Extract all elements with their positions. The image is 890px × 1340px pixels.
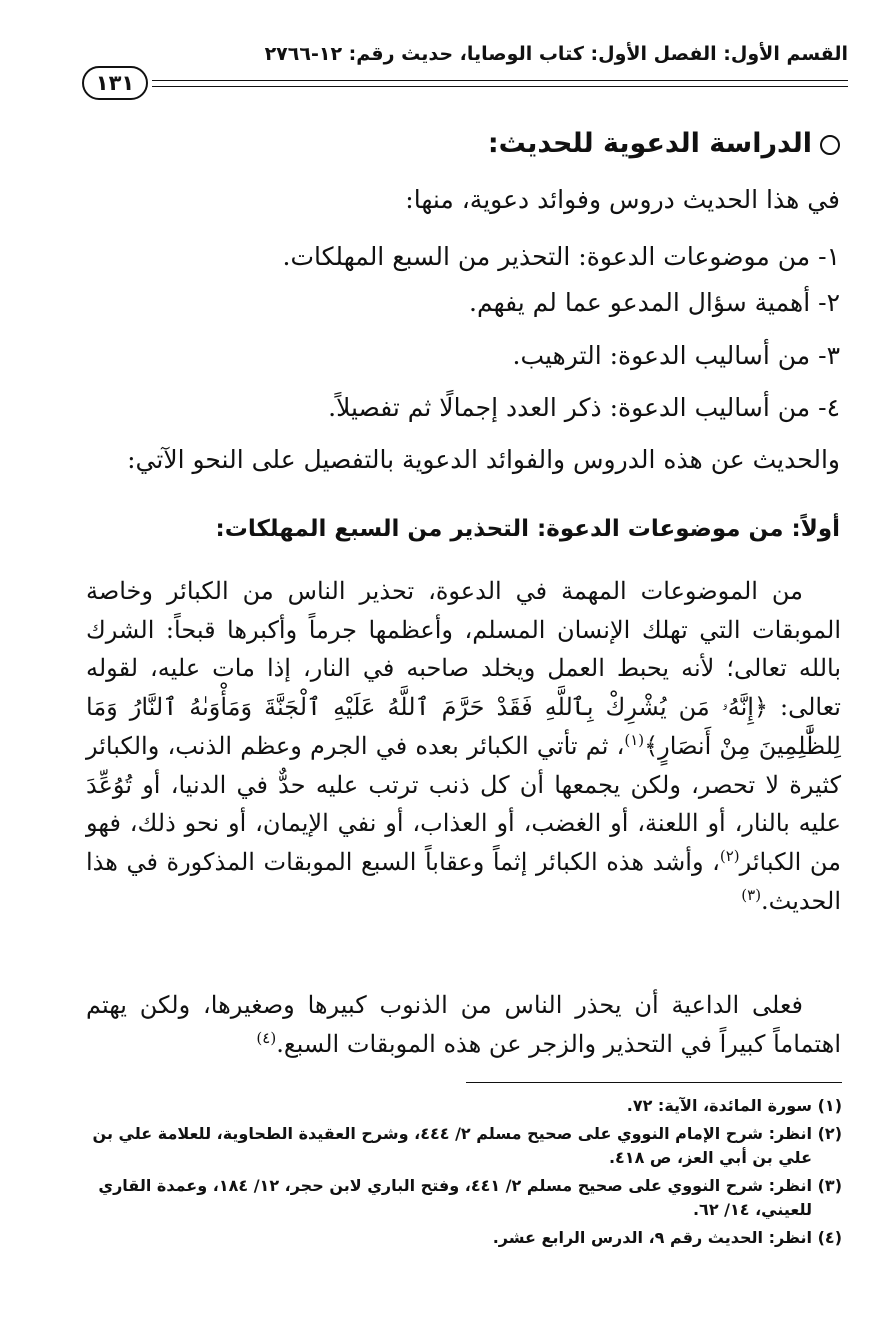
body-paragraph-2 <box>86 986 841 1063</box>
footnote-ref: (١) <box>624 730 645 749</box>
footnote-ref: (٢) <box>719 846 740 865</box>
list-item-4: ٤- من أساليب الدعوة: ذكر العدد إجمالًا ثم تفصيلاً. <box>328 393 840 422</box>
section-outro: والحديث عن هذه الدروس والفوائد الدعوية بالتفصيل على النحو الآتي: <box>127 445 840 474</box>
paragraph-text: ، وأشد هذه الكبائر إثماً وعقاباً السبع الموبقات المذكورة في هذا الحديث. <box>86 847 841 915</box>
footnote-3: (٣) انظر: شرح النووي على صحيح مسلم ٢/ ٤٤١، وفتح الباري لابن حجر، ١٢/ ١٨٤، وعمدة القاري للعيني، ١٤/ ٦٢. <box>98 1176 842 1219</box>
paragraph-text: من الموضوعات المهمة في الدعوة، تحذير الناس من الكبائر وخاصة الموبقات التي تهلك الإنسان المسلم، وأعظمها جرماً وأكبرها قبحاً: الشرك بالله تعالى؛ لأنه يحبط العمل ويخلد صاحبه في النار، إذا مات عليه، لقوله تعالى: <box>86 577 841 722</box>
running-header: القسم الأول: الفصل الأول: كتاب الوصايا، حديث رقم: ١٢-٢٧٦٦ <box>264 43 848 65</box>
footnote-2: (٢) انظر: شرح الإمام النووي على صحيح مسلم ٢/ ٤٤٤، وشرح العقيدة الطحاوية، للعلامة علي بن علي بن أبي العز، ص ٤١٨. <box>92 1124 842 1167</box>
paragraph-text: فعلى الداعية أن يحذر الناس من الذنوب كبيرها وصغيرها، ولكن يهتم اهتماماً كبيراً في التحذير والزجر عن هذه الموبقات السبع. <box>86 991 841 1058</box>
section-title: الدراسة الدعوية للحديث: <box>487 128 812 159</box>
footnote-divider <box>466 1082 842 1083</box>
header-rule-double <box>152 86 848 87</box>
body-paragraph-1 <box>86 572 841 920</box>
section-heading <box>200 124 840 164</box>
list-item-3: ٣- من أساليب الدعوة: الترهيب. <box>512 341 840 370</box>
subsection-heading: أولاً: من موضوعات الدعوة: التحذير من السبع المهلكات: <box>215 516 840 542</box>
section-intro: في هذا الحديث دروس وفوائد دعوية، منها: <box>405 185 840 214</box>
header-rule <box>152 80 848 81</box>
list-item-1: ١- من موضوعات الدعوة: التحذير من السبع المهلكات. <box>282 242 840 271</box>
paragraph-text: ، ثم تأتي الكبائر بعده في الجرم وعظم الذنب، والكبائر كثيرة لا تحصر، ولكن يجمعها أن كل ذنب ترتب عليه حدٌّ في الدنيا، أو تُوُعِّدَ عليه بالنار، أو اللعنة، أو الغضب، أو العذاب، أو نفي الإيمان، أو نحو ذلك، فهو من الكبائر <box>86 731 842 876</box>
circle-bullet-icon <box>820 135 840 155</box>
footnote-ref: (٤) <box>256 1028 277 1047</box>
quran-quote: ﴿إِنَّهُۥ مَن يُشْرِكْ بِٱللَّهِ فَقَدْ حَرَّمَ ٱللَّهُ عَلَيْهِ ٱلْجَنَّةَ وَمَأْوَىٰهُ ٱلنَّارُ وَمَا لِلظَّٰلِمِينَ مِنْ أَنصَارٍ﴾ <box>86 693 841 760</box>
footnotes <box>82 1094 842 1254</box>
list-item-2: ٢- أهمية سؤال المدعو عما لم يفهم. <box>469 288 840 317</box>
footnote-1: (١) سورة المائدة، الآية: ٧٢. <box>626 1096 842 1115</box>
page-number: ١٣١ <box>82 66 148 100</box>
footnote-ref: (٣) <box>741 885 762 904</box>
footnote-4: (٤) انظر: الحديث رقم ٩، الدرس الرابع عشر. <box>492 1228 842 1247</box>
